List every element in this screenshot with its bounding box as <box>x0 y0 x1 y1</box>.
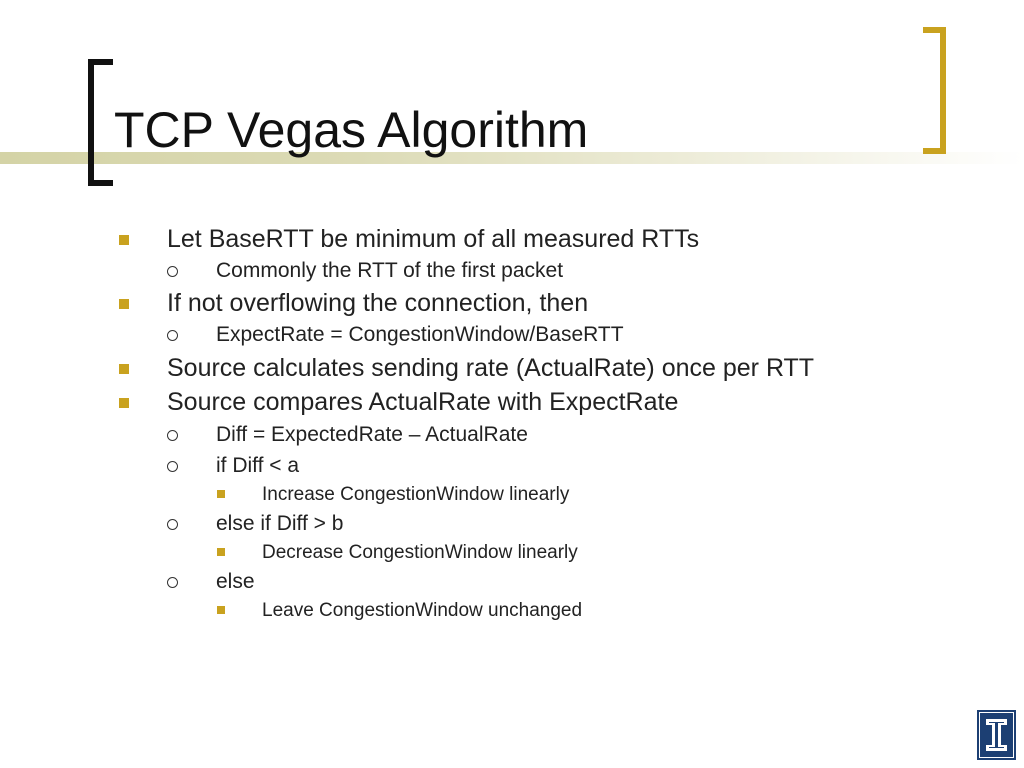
square-bullet-icon <box>217 606 225 614</box>
circle-bullet-icon <box>167 461 178 472</box>
bullet-text: ExpectRate = CongestionWindow/BaseRTT <box>216 323 624 346</box>
bullet-text: Leave CongestionWindow unchanged <box>262 600 583 621</box>
bullet-text: Source calculates sending rate (ActualRate) once per RTT <box>167 354 815 382</box>
block-i-logo-icon <box>977 710 1016 760</box>
bullet-text: Decrease CongestionWindow linearly <box>262 542 578 563</box>
square-bullet-icon <box>119 235 129 245</box>
bullet-text: Diff = ExpectedRate – ActualRate <box>216 423 528 446</box>
square-bullet-icon <box>217 490 225 498</box>
circle-bullet-icon <box>167 266 178 277</box>
bullet-text: else <box>216 570 255 593</box>
bullet-text: Commonly the RTT of the first packet <box>216 259 564 282</box>
bullet-text: Let BaseRTT be minimum of all measured RTTs <box>167 225 700 253</box>
bullet-text: Source compares ActualRate with ExpectRate <box>167 388 679 416</box>
square-bullet-icon <box>119 398 129 408</box>
square-bullet-icon <box>217 548 225 556</box>
circle-bullet-icon <box>167 430 178 441</box>
square-bullet-icon <box>119 364 129 374</box>
bullet-text: If not overflowing the connection, then <box>167 289 589 317</box>
bullet-text: if Diff < a <box>216 454 300 477</box>
bullet-text: else if Diff > b <box>216 512 344 535</box>
bullet-text: Increase CongestionWindow linearly <box>262 484 570 505</box>
circle-bullet-icon <box>167 330 178 341</box>
circle-bullet-icon <box>167 519 178 530</box>
square-bullet-icon <box>119 299 129 309</box>
slide-title: TCP Vegas Algorithm <box>114 102 589 158</box>
circle-bullet-icon <box>167 577 178 588</box>
